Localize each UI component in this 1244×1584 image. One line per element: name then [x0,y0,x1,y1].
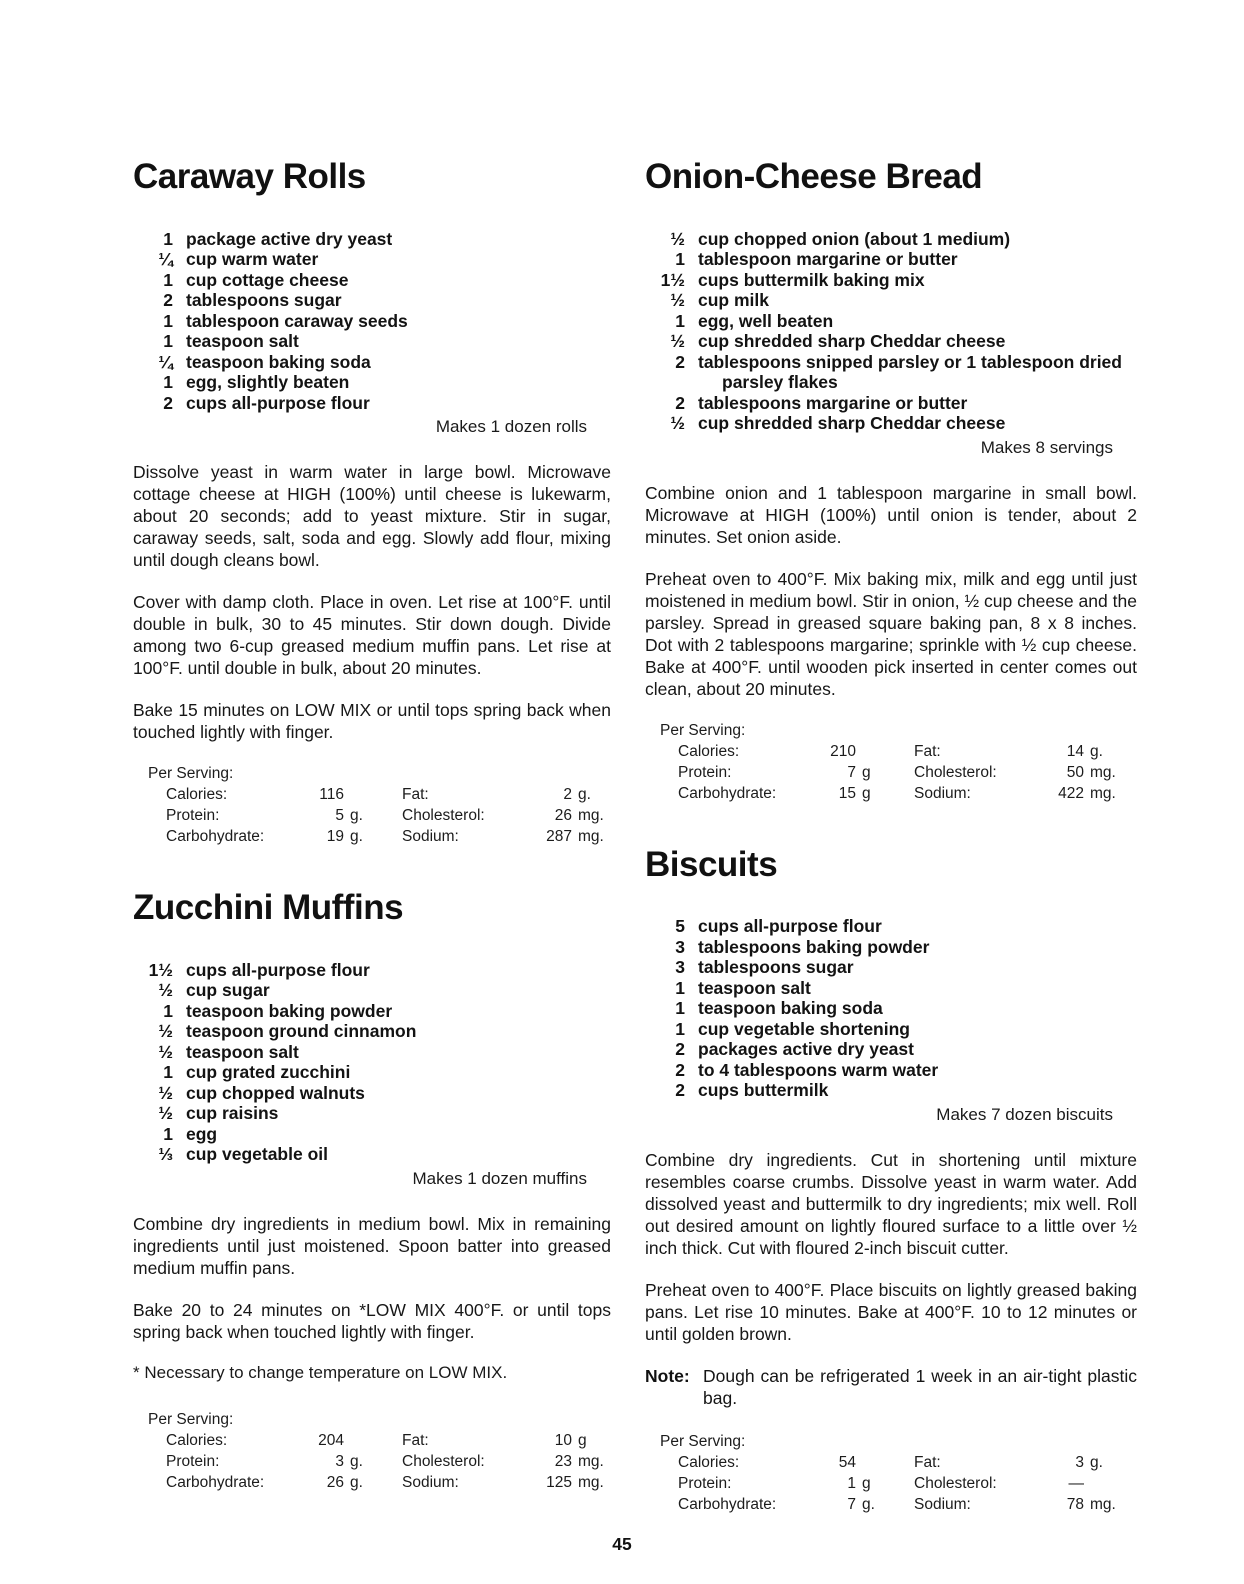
ingredient-text: tablespoons sugar [698,957,854,977]
per-serving-row [133,805,611,826]
nutrient-unit: mg. [1090,763,1116,781]
per-serving-table [133,763,611,847]
instruction-paragraph: Preheat oven to 400°F. Place biscuits on lightly greased baking pans. Let rise 10 minutes. Bake at 400°F. 10 to 12 minutes or until golden brown. [645,1279,1137,1344]
note-block [645,1365,1137,1409]
ingredient-item [645,1060,1137,1081]
nutrient-value: 54 [838,1453,856,1471]
nutrient-unit: g. [1090,742,1103,760]
yield-line: Makes 7 dozen biscuits [936,1104,1113,1124]
nutrient-label: Carbohydrate: [166,828,265,845]
nutrient-label: Cholesterol: [914,763,997,781]
ingredient-item [133,1103,611,1124]
ingredient-quantity: 1 [163,331,173,351]
per-serving-row [133,784,611,805]
yield-line: Makes 8 servings [980,437,1113,457]
ingredient-quantity: ¼ [158,351,173,372]
nutrient-unit: g [578,1431,587,1449]
nutrient-label: Calories: [678,742,740,760]
ingredient-item [133,352,611,373]
nutrient-value: 15 [838,784,856,802]
nutrient-value: 210 [830,742,856,760]
nutrient-unit: g. [350,1473,363,1491]
per-serving-row [133,1430,611,1451]
ingredient-item [645,1019,1137,1040]
ingredient-list [133,229,611,414]
nutrient-value: 2 [563,786,572,803]
ingredient-text: cups all-purpose flour [186,392,370,413]
ingredient-text: tablespoons baking powder [698,936,930,957]
ingredient-item [645,393,1137,414]
nutrient-label: Protein: [166,807,220,824]
ingredient-item [133,1062,611,1083]
ingredient-text: cup chopped walnuts [186,1082,365,1103]
ingredient-list [133,960,611,1165]
instruction-paragraph: Preheat oven to 400°F. Mix baking mix, milk and egg until just moistened in medium bowl. Stir in onion, ½ cup cheese and the parsley. Spread in greased square baking pan, 8 x 8 inches. Dot with 2 tablespoons margarine; sprinkle with ½ cup cheese. Bake at 400°F. until wooden pick inserted in center comes out clean, about 20 minutes. [645,568,1137,699]
nutrient-label: Cholesterol: [402,807,485,824]
ingredient-item [645,270,1137,291]
nutrient-label: Calories: [166,786,228,803]
instruction-paragraph: Combine onion and 1 tablespoon margarine in small bowl. Microwave at HIGH (100%) until onion is tender, about 2 minutes. Set onion aside. [645,482,1137,547]
per-serving-row [645,762,1137,783]
nutrient-value: 23 [554,1452,572,1470]
ingredient-text: cups all-purpose flour [186,959,370,980]
ingredient-quantity: 1 [675,977,685,998]
per-serving-row [645,783,1137,804]
ingredient-item [645,998,1137,1019]
ingredient-quantity: 2 [675,1039,685,1059]
ingredient-text: egg, well beaten [698,310,834,331]
ingredient-quantity: 2 [675,351,685,372]
ingredient-quantity: 1 [163,1062,173,1082]
per-serving-row [645,1473,1137,1494]
page-number: 45 [612,1534,632,1554]
per-serving-rows [645,741,1137,804]
ingredient-text: cup chopped onion (about 1 medium) [698,228,1011,249]
ingredient-item [133,331,611,352]
per-serving-row [133,826,611,847]
ingredient-text: teaspoon salt [186,331,299,351]
recipe-section-zucchini-muffins [133,889,611,1493]
nutrient-unit: g. [1090,1453,1103,1471]
ingredient-text: to 4 tablespoons warm water [698,1059,939,1080]
ingredient-item [133,311,611,332]
ingredient-item [645,290,1137,311]
ingredient-text: tablespoons snipped parsley or 1 tablespoon dried parsley flakes [698,351,1122,392]
ingredient-quantity: 3 [675,957,685,977]
ingredient-quantity: 1 [163,1000,173,1021]
per-serving-row [645,741,1137,762]
ingredient-item [133,1124,611,1145]
ingredient-item [645,957,1137,978]
ingredient-text: cup shredded sharp Cheddar cheese [698,331,1006,351]
nutrient-unit: mg. [578,807,604,824]
nutrient-label: Fat: [402,786,429,803]
ingredient-quantity: 1½ [148,959,173,980]
recipe-section-caraway-rolls [133,158,611,847]
instruction-paragraph: Combine dry ingredients. Cut in shortening until mixture resembles coarse crumbs. Dissolve yeast in warm water. Add dissolved yeast and buttermilk to dry ingredients; mix well. Roll out desired amount on lightly floured surface to a little over ½ inch thick. Cut with floured 2-inch biscuit cutter. [645,1149,1137,1258]
nutrient-unit: g. [350,828,363,845]
ingredient-quantity: 1 [675,1018,685,1039]
ingredient-text: cup sugar [186,980,270,1000]
ingredient-item [645,937,1137,958]
ingredient-quantity: 1 [675,249,685,269]
ingredient-text: tablespoon margarine or butter [698,249,958,269]
per-serving-row [645,1452,1137,1473]
nutrient-value: — [1068,1474,1084,1492]
recipe-section-onion-cheese-bread [645,158,1137,804]
nutrient-label: Cholesterol: [914,1474,997,1492]
nutrient-value: 19 [326,828,344,845]
per-serving-table [133,1409,611,1493]
ingredient-quantity: 2 [675,1080,685,1100]
ingredient-text: teaspoon baking soda [698,998,883,1018]
left-column [133,158,611,1499]
nutrient-label: Protein: [166,1452,220,1470]
ingredient-text: cups buttermilk [698,1080,829,1100]
nutrient-value: 14 [1066,742,1084,760]
ingredient-text: tablespoons margarine or butter [698,392,968,413]
per-serving-rows [133,784,611,847]
yield-line: Makes 1 dozen rolls [435,417,587,436]
nutrient-label: Calories: [678,1453,740,1471]
instruction-paragraph: Combine dry ingredients in medium bowl. Mix in remaining ingredients until just moistened. Spoon batter into greased medium muffin pans. [133,1213,611,1278]
recipe-title: Zucchini Muffins [133,888,404,927]
ingredient-text: cups all-purpose flour [698,916,882,936]
ingredient-item [645,978,1137,999]
nutrient-value: 422 [1058,784,1084,802]
ingredient-text: tablespoons sugar [186,290,342,310]
per-serving-row [645,1494,1137,1515]
recipe-title: Onion-Cheese Bread [645,157,983,196]
nutrient-value: 50 [1066,763,1084,781]
ingredient-quantity: ½ [158,1103,173,1123]
nutrient-unit: g. [862,1495,875,1513]
nutrient-label: Sodium: [914,1495,971,1513]
per-serving-heading: Per Serving: [660,1432,746,1450]
nutrient-value: 116 [319,786,344,803]
per-serving-row [133,1472,611,1493]
ingredient-quantity: ½ [670,290,685,310]
nutrient-label: Fat: [402,1431,429,1449]
ingredient-item [645,1080,1137,1101]
ingredient-item [133,1144,611,1165]
nutrient-value: 26 [326,1473,344,1491]
nutrient-label: Sodium: [402,1473,459,1491]
ingredient-item [133,229,611,250]
ingredient-quantity: ½ [158,980,173,1000]
nutrient-unit: mg. [1090,784,1116,802]
ingredient-quantity: ½ [670,228,685,249]
ingredient-text: packages active dry yeast [698,1039,914,1059]
ingredient-quantity: 1 [163,269,173,290]
nutrient-value: 7 [847,763,856,781]
ingredient-quantity: 1 [163,310,173,331]
ingredient-list [645,229,1137,434]
ingredient-text: cups buttermilk baking mix [698,269,925,290]
ingredient-item [133,372,611,393]
ingredient-item [133,393,611,414]
nutrient-value: 204 [318,1431,344,1449]
instruction-paragraph: Bake 15 minutes on LOW MIX or until tops spring back when touched lightly with finger. [133,700,611,742]
ingredient-quantity: 5 [675,916,685,936]
ingredient-quantity: ½ [158,1082,173,1103]
nutrient-unit: mg. [578,1473,604,1491]
per-serving-table [645,1431,1137,1515]
ingredient-text: tablespoon caraway seeds [186,310,408,331]
ingredient-item [645,413,1137,434]
nutrient-value: 10 [554,1431,572,1449]
ingredient-text: package active dry yeast [186,228,393,249]
nutrient-label: Calories: [166,1431,228,1449]
ingredient-list [645,916,1137,1101]
nutrient-label: Sodium: [402,828,459,845]
nutrient-label: Fat: [914,742,941,760]
nutrient-label: Carbohydrate: [166,1473,265,1491]
ingredient-quantity: ¼ [158,249,173,269]
nutrient-value: 26 [554,807,572,824]
ingredient-quantity: 1 [163,228,173,249]
ingredient-quantity: 1½ [660,269,685,290]
nutrient-label: Sodium: [914,784,971,802]
ingredient-item [133,1001,611,1022]
ingredient-quantity: ½ [670,413,685,433]
ingredient-text: teaspoon baking powder [186,1000,393,1021]
nutrient-unit: mg. [578,1452,604,1470]
per-serving-row [133,1451,611,1472]
ingredient-item [133,290,611,311]
ingredient-text: cup vegetable shortening [698,1018,910,1039]
nutrient-value: 287 [546,828,572,845]
ingredient-text: egg, slightly beaten [186,372,350,392]
ingredient-item [645,916,1137,937]
instruction-paragraph: Dissolve yeast in warm water in large bowl. Microwave cottage cheese at HIGH (100%) until cheese is lukewarm, about 20 seconds; add to yeast mixture. Stir in sugar, caraway seeds, salt, soda and egg. Slowly add flour, mixing until dough cleans bowl. [133,462,611,570]
nutrient-value: 5 [335,807,344,824]
ingredient-item [645,352,1137,393]
note-text: Dough can be refrigerated 1 week in an air-tight plastic bag. [703,1365,1137,1408]
recipe-section-biscuits [645,846,1137,1515]
recipe-title: Caraway Rolls [133,157,366,196]
per-serving-heading: Per Serving: [660,721,746,739]
nutrient-label: Carbohydrate: [678,784,777,802]
ingredient-item [133,980,611,1001]
nutrient-unit: g. [350,807,363,824]
per-serving-rows [133,1430,611,1493]
ingredient-text: cup milk [698,290,769,310]
ingredient-quantity: 2 [163,392,173,413]
per-serving-heading: Per Serving: [148,765,234,782]
ingredient-quantity: 1 [163,1123,173,1144]
nutrient-unit: g [862,1474,871,1492]
ingredient-quantity: 2 [675,1059,685,1080]
ingredient-item [133,249,611,270]
nutrient-value: 3 [1075,1453,1084,1471]
ingredient-item [645,1039,1137,1060]
ingredient-text: cup vegetable oil [186,1144,328,1164]
yield-line: Makes 1 dozen muffins [412,1168,587,1188]
ingredient-quantity: ⅓ [158,1144,173,1164]
ingredient-quantity: ½ [158,1021,173,1041]
ingredient-item [645,229,1137,250]
ingredient-quantity: 1 [675,998,685,1018]
ingredient-quantity: 1 [675,310,685,331]
ingredient-text: cup warm water [186,249,319,269]
ingredient-quantity: ½ [670,331,685,351]
ingredient-text: cup shredded sharp Cheddar cheese [698,413,1006,433]
instruction-paragraph: Bake 20 to 24 minutes on *LOW MIX 400°F. or until tops spring back when touched lightly with finger. [133,1299,611,1342]
nutrient-label: Carbohydrate: [678,1495,777,1513]
ingredient-item [645,331,1137,352]
nutrient-unit: g. [350,1452,363,1470]
ingredient-text: teaspoon salt [698,977,811,998]
nutrient-unit: mg. [578,828,604,845]
ingredient-item [133,1042,611,1063]
ingredient-text: teaspoon salt [186,1041,299,1062]
nutrient-unit: g. [578,786,591,803]
nutrient-label: Protein: [678,763,732,781]
ingredient-quantity: 1 [163,372,173,392]
ingredient-item [133,960,611,981]
nutrient-unit: g [862,763,871,781]
ingredient-quantity: 2 [675,392,685,413]
ingredient-quantity: 3 [675,936,685,957]
ingredient-text: teaspoon baking soda [186,351,371,372]
nutrient-value: 1 [847,1474,856,1492]
nutrient-unit: mg. [1090,1495,1116,1513]
ingredient-item [133,270,611,291]
ingredient-item [645,249,1137,270]
right-column [645,158,1137,1521]
recipe-title: Biscuits [645,844,778,884]
ingredient-item [133,1083,611,1104]
nutrient-unit: g [862,784,871,802]
ingredient-text: cup raisins [186,1103,279,1123]
instruction-paragraph: Cover with damp cloth. Place in oven. Let rise at 100°F. until double in bulk, 30 to 45 minutes. Stir down dough. Divide among two 6-cup greased medium muffin pans. Let rise at 100°F. until double in bulk, about 20 minutes. [133,592,611,678]
ingredient-item [133,1021,611,1042]
ingredient-quantity: ½ [158,1041,173,1062]
nutrient-label: Cholesterol: [402,1452,485,1470]
temperature-footnote: * Necessary to change temperature on LOW MIX. [133,1362,508,1382]
nutrient-label: Fat: [914,1453,941,1471]
ingredient-text: cup grated zucchini [186,1062,351,1082]
note-label: Note: [645,1365,690,1386]
ingredient-text: egg [186,1123,218,1144]
nutrient-value: 3 [335,1452,344,1470]
nutrient-value: 78 [1066,1495,1084,1513]
ingredient-text: cup cottage cheese [186,269,349,290]
nutrient-value: 7 [847,1495,856,1513]
ingredient-text: teaspoon ground cinnamon [186,1021,417,1041]
per-serving-table [645,720,1137,804]
per-serving-rows [645,1452,1137,1515]
nutrient-label: Protein: [678,1474,732,1492]
ingredient-item [645,311,1137,332]
ingredient-quantity: 2 [163,290,173,310]
nutrient-value: 125 [546,1473,572,1491]
per-serving-heading: Per Serving: [148,1410,234,1428]
